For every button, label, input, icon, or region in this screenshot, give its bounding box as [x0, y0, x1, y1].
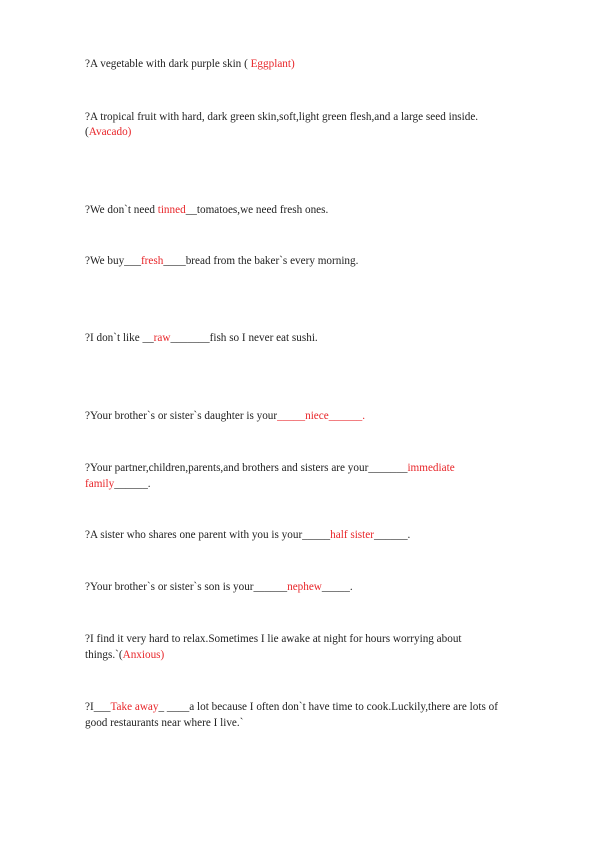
answer-text: Take away	[110, 701, 159, 713]
question-2-line-2	[85, 125, 131, 139]
question-7-line-2	[85, 477, 151, 491]
question-11-line-1	[85, 700, 498, 714]
question-text: things.`(	[85, 649, 123, 661]
answer-text: _____niece______.	[277, 410, 366, 422]
question-10-line-1	[85, 632, 462, 646]
question-text-tail: _____.	[321, 581, 353, 593]
question-text-tail: _ ____a lot because I often don`t have time to cook.Luckily,there are lots of	[158, 701, 498, 713]
question-text: ?I find it very hard to relax.Sometimes I lie awake at night for hours worrying about	[85, 633, 462, 645]
answer-text: Avacado)	[88, 126, 132, 138]
question-8-line-1	[85, 528, 410, 542]
question-text: ?We don`t need	[85, 204, 158, 216]
question-text: ?A vegetable with dark purple skin (	[85, 58, 251, 70]
question-text: (	[85, 126, 89, 138]
question-text-tail: ____bread from the baker`s every morning.	[163, 255, 359, 267]
question-text: ?We buy___	[85, 255, 141, 267]
question-2-line-1	[85, 110, 478, 124]
answer-text: tinned	[157, 204, 186, 216]
answer-text: Anxious)	[122, 649, 165, 661]
question-3-line-1	[85, 203, 328, 217]
question-text: ?A sister who shares one parent with you is your_____	[85, 529, 331, 541]
question-text-tail: ______.	[114, 478, 151, 490]
answer-text: family	[85, 478, 115, 490]
answer-text: raw	[153, 332, 171, 344]
question-4-line-1	[85, 254, 358, 268]
question-text-tail: _______fish so I never eat sushi.	[170, 332, 318, 344]
question-text: good restaurants near where I live.`	[85, 717, 244, 729]
question-text-tail: __tomatoes,we need fresh ones.	[185, 204, 329, 216]
question-5-line-1	[85, 331, 318, 345]
question-11-line-2	[85, 716, 243, 730]
question-10-line-2	[85, 648, 164, 662]
answer-text: fresh	[140, 255, 164, 267]
question-9-line-1	[85, 580, 353, 594]
question-text-tail: ______.	[373, 529, 411, 541]
question-text: ?Your brother`s or sister`s daughter is your	[85, 410, 278, 422]
question-text: ?Your brother`s or sister`s son is your______	[85, 581, 288, 593]
question-text: ?I don`t like __	[85, 332, 154, 344]
question-1-line-1	[85, 57, 295, 71]
answer-text: half sister	[330, 529, 374, 541]
question-6-line-1	[85, 409, 365, 423]
answer-text: nephew	[287, 581, 322, 593]
question-7-line-1	[85, 461, 455, 475]
answer-text: Eggplant)	[250, 58, 295, 70]
question-text: ?Your partner,children,parents,and brothers and sisters are your_______	[85, 462, 408, 474]
question-text: ?I___	[85, 701, 111, 713]
answer-text: immediate	[407, 462, 455, 474]
question-text: ?A tropical fruit with hard, dark green skin,soft,light green flesh,and a large seed inside.	[85, 111, 479, 123]
